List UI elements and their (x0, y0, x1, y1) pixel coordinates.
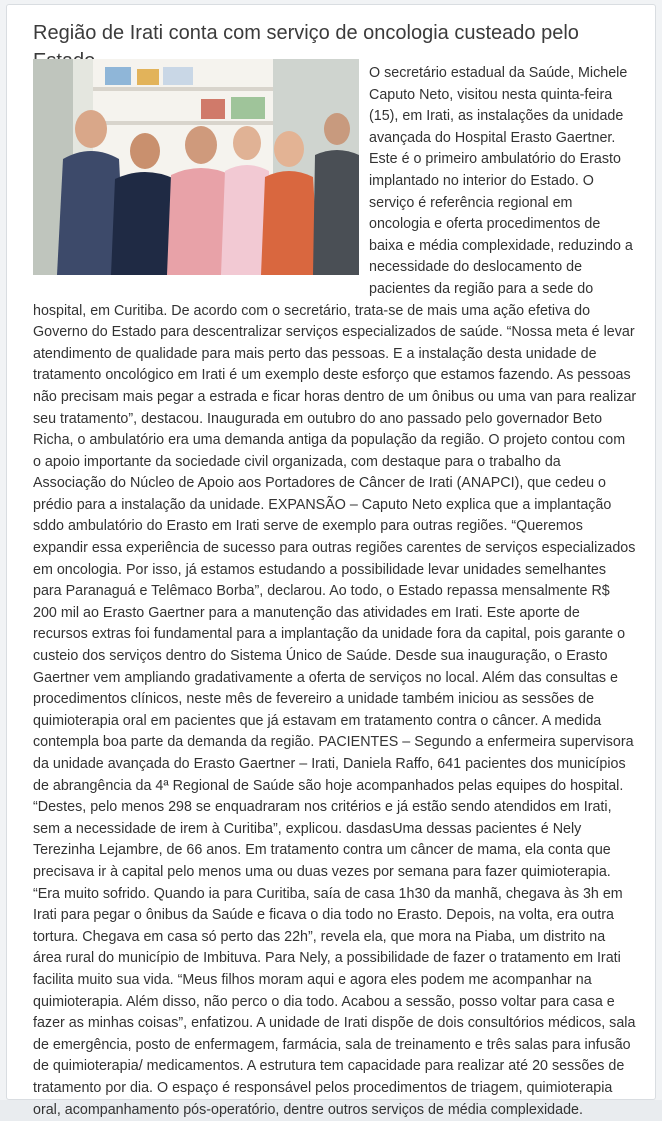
article-body (33, 63, 637, 1121)
article-body-text: O secretário estadual da Saúde, Michele Caputo Neto, visitou nesta quinta-feira (15), em Irati, as instalações da unidade avançada do Hospital Erasto Gaertner. Este é o primeiro ambulatório do Erasto implantado no interior do Estado. O serviço é referência regional em oncologia e oferta procedimentos de baixa e média complexidade, reduzindo a necessidade do deslocamento de pacientes da região para a sede do hospital, em Curitiba. De acordo com o secretário, trata-se de mais uma ação efetiva do Governo do Estado para descentralizar serviços especializados de saúde. “Nossa meta é levar atendimento de qualidade para mais perto das pessoas. E a instalação desta unidade de tratamento oncológico em Irati é um exemplo deste esforço que estamos fazendo. As pessoas não precisam mais pegar a estrada e ficar horas dentro de um ônibus ou uma van para realizar seu tratamento”, destacou. Inaugurada em outubro do ano passado pelo governador Beto Richa, o ambulatório era uma demanda antiga da população da região. O projeto contou com o apoio importante da sociedade civil organizada, com destaque para o trabalho da Associação do Núcleo de Apoio aos Portadores de Câncer de Irati (ANAPCI), que cedeu o prédio para a instalação da unidade. EXPANSÃO – Caputo Neto explica que a implantação sddo ambulatório do Erasto em Irati serve de exemplo para outras regiões. “Queremos expandir essa experiência de sucesso para outras regiões carentes de serviços especializados em oncologia. Por isso, já estamos estudando a possibilidade levar unidades semelhantes para Paranaguá e Telêmaco Borba”, declarou. Ao todo, o Estado repassa mensalmente R$ 200 mil ao Erasto Gaertner para a manutenção das atividades em Irati. Este aporte de recursos extras foi fundamental para a implantação da unidade fora da capital, pois garante o custeio dos serviços dentro do Sistema Único de Saúde. Desde sua inauguração, o Erasto Gaertner vem ampliando gradativamente a oferta de serviços no local. Além das consultas e procedimentos clínicos, neste mês de fevereiro a unidade também iniciou as sessões de quimioterapia oral em pacientes que já estavam em tratamento contra o câncer. A medida contempla boa parte da demanda da região. PACIENTES – Segundo a enfermeira supervisora da unidade avançada do Erasto Gaertner – Irati, Daniela Raffo, 641 pacientes dos municípios de abrangência da 4ª Regional de Saúde são hoje acompanhados pelas equipes do hospital. “Destes, pelo menos 298 se enquadraram nos critérios e já estão sendo atendidos em Irati, sem a necessidade de irem à Curitiba”, explicou. dasdasUma dessas pacientes é Nely Terezinha Lejambre, de 66 anos. Em tratamento contra um câncer de mama, ela conta que precisava ir à capital pelo menos uma ou duas vezes por semana para fazer quimioterapia. “Era muito sofrido. Quando ia para Curitiba, saía de casa 1h30 da manhã, chegava às 3h em Irati para pegar o ônibus da Saúde e ficava o dia todo no Erasto. Depois, na volta, era outra tortura. Chegava em casa só perto das 22h”, revela ela, que mora na Piaba, um distrito na área rural do município de Imbituva. Para Nely, a possibilidade de fazer o tratamento em Irati facilita muito sua vida. “Meus filhos moram aqui e agora eles podem me acompanhar na quimioterapia. Além disso, não perco o dia todo. Acabou a sessão, posso voltar para casa e fazer as minhas coisas”, enfatizou. A unidade de Irati dispõe de dois consultórios médicos, sala de emergência, posto de enfermagem, farmácia, sala de treinamento e três salas para infusão de quimioterapia/ medicamentos. A estrutura tem capacidade para realizar até 20 sessões de tratamento por dia. O espaço é responsável pelos procedimentos de triagem, quimioterapia oral, acompanhamento pós-operatório, dentre outros serviços de média complexidade. (33, 65, 637, 1118)
photo-spacer (33, 63, 369, 283)
article-title: Região de Irati conta com serviço de oncologia custeado pelo (33, 22, 579, 44)
article-card (6, 4, 656, 1118)
